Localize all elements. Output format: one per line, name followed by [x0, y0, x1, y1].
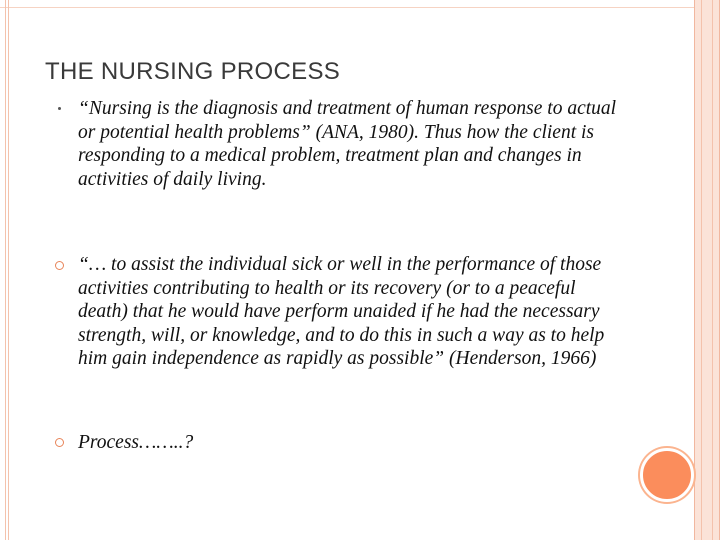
- right-decorative-band: [694, 0, 720, 540]
- left-border-line: [8, 0, 9, 540]
- bullet-ring-icon: [55, 261, 64, 270]
- decorative-circle: [640, 448, 694, 502]
- left-border-line: [5, 0, 6, 540]
- bullet-item: “… to assist the individual sick or well in the performance of those activities contributing to health or its recovery (or to a peaceful death) that he would have perform unaided if he had the necessary strength, will, or knowledge, and to do this in such a way as to help him gain independence as rapidly as possible” (Henderson, 1966): [78, 254, 605, 369]
- bullet-item: Process……..?: [78, 432, 194, 453]
- band-line: [712, 0, 713, 540]
- band-line: [701, 0, 702, 540]
- bullet-ring-icon: [55, 438, 64, 447]
- bullet-dot-icon: [58, 107, 61, 110]
- slide-title: THE NURSING PROCESS: [45, 58, 341, 85]
- top-border-line: [0, 7, 720, 8]
- bullet-item: “Nursing is the diagnosis and treatment of human response to actual or potential health problems” (ANA, 1980). Thus how the client is responding to a medical problem, treatment plan and changes in activities of daily living.: [78, 98, 617, 190]
